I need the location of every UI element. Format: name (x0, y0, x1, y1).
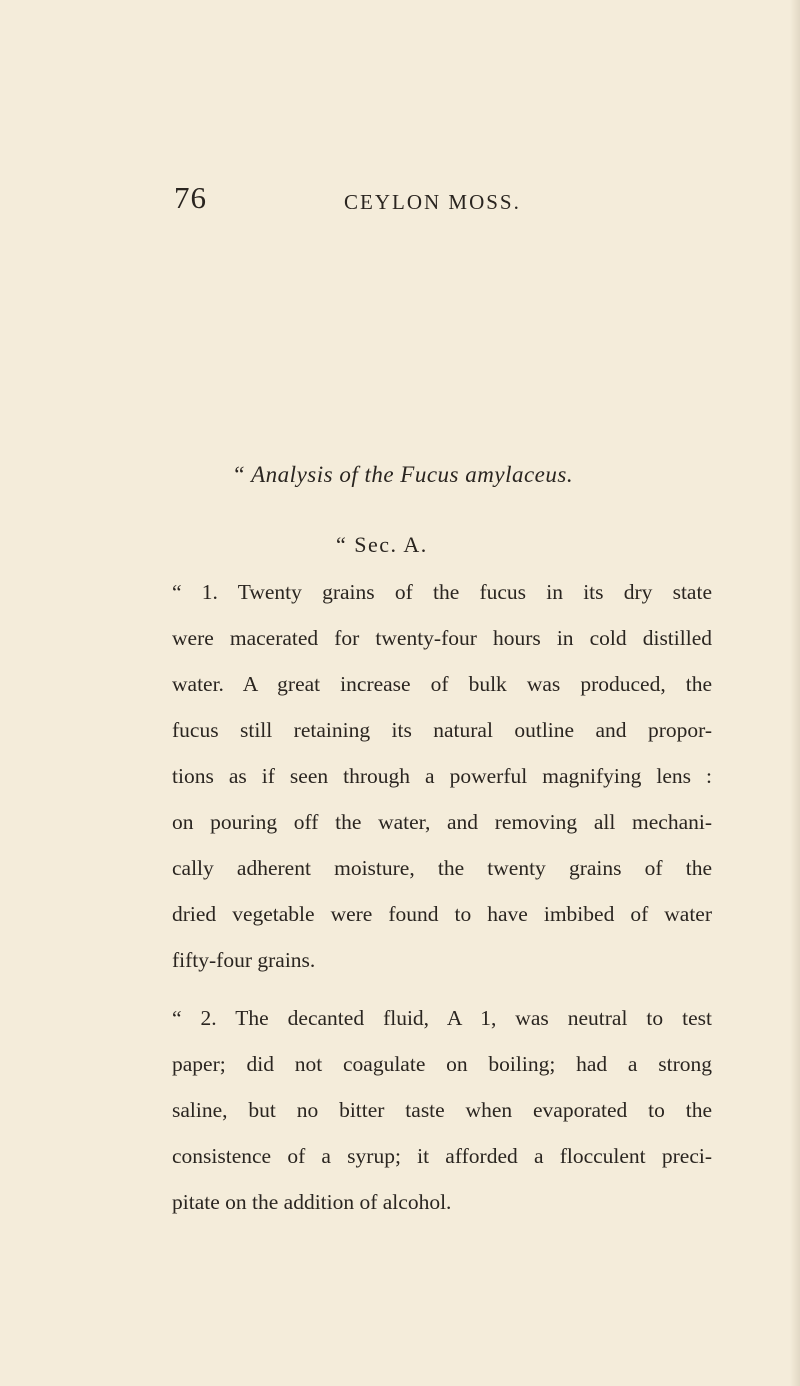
section-heading: “ Sec. A. (336, 532, 428, 557)
text-line: saline, but no bitter taste when evaporated to the (172, 1098, 712, 1122)
text-line: consistence of a syrup; it afforded a flocculent preci- (172, 1144, 712, 1168)
text-line: cally adherent moisture, the twenty grains of the (172, 856, 712, 880)
text-line: fifty-four grains. (172, 948, 316, 972)
text-line: dried vegetable were found to have imbibed of water (172, 902, 712, 926)
running-head: CEYLON MOSS. (344, 190, 521, 214)
text-line: water. A great increase of bulk was produced, the (172, 672, 712, 696)
text-line: paper; did not coagulate on boiling; had a strong (172, 1052, 712, 1076)
text-line: on pouring off the water, and removing all mechani- (172, 810, 712, 834)
text-line: “ 2. The decanted fluid, A 1, was neutral to test (172, 1006, 712, 1030)
text-line: pitate on the addition of alcohol. (172, 1190, 452, 1214)
text-line: tions as if seen through a powerful magnifying lens : (172, 764, 712, 788)
text-line: “ 1. Twenty grains of the fucus in its dry state (172, 580, 712, 604)
text-line: were macerated for twenty-four hours in cold distilled (172, 626, 712, 650)
text-line: fucus still retaining its natural outline and propor- (172, 718, 712, 742)
section-title: “ Analysis of the Fucus amylaceus. (232, 462, 574, 487)
page-number: 76 (174, 180, 207, 215)
page-edge-shadow (790, 0, 800, 1386)
